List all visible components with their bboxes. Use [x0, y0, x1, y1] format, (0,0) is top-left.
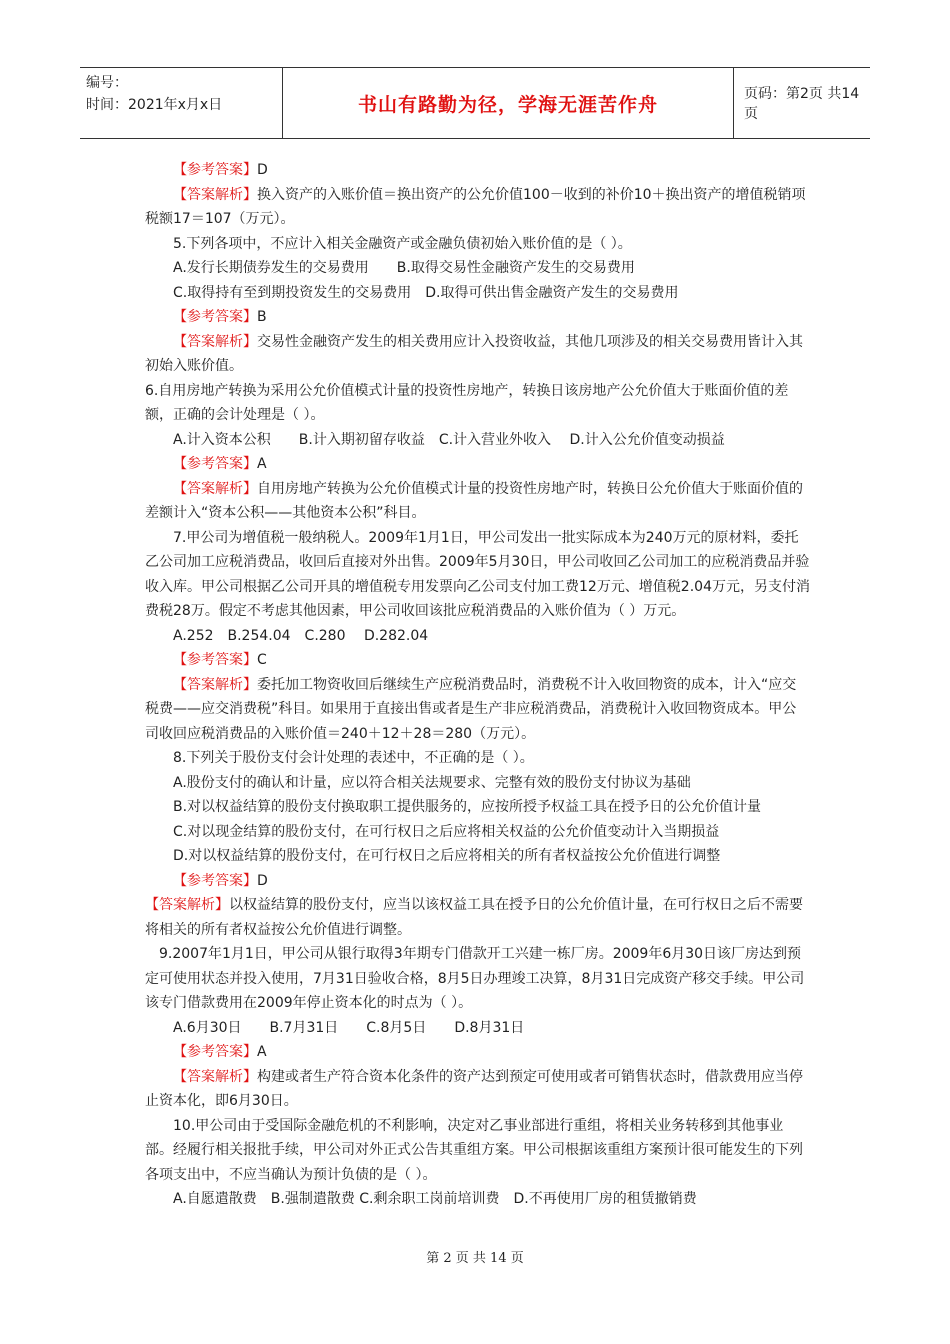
page-header	[80, 67, 870, 139]
analysis-line	[145, 183, 810, 232]
answer-line	[145, 452, 810, 477]
question-line: 6.自用房地产转换为采用公允价值模式计量的投资性房地产，转换日该房地产公允价值大于账面价值的差额，正确的会计处理是（ ）。	[145, 382, 789, 423]
answer-tag: 【参考答案】	[173, 652, 257, 668]
analysis-tag: 【答案解析】	[173, 676, 257, 693]
number-label: 编号：	[86, 75, 128, 91]
analysis-line	[145, 330, 810, 379]
time-label: 时间：2021年x月x日	[86, 97, 223, 113]
option-line: A.252 B.254.04 C.280 D.282.04	[173, 627, 429, 644]
answer-line	[145, 648, 810, 673]
analysis-text: 构建或者生产符合资本化条件的资产达到预定可使用或者可销售状态时，借款费用应当停止资本化，即6月30日。	[145, 1068, 803, 1109]
option-line: D.对以权益结算的股份支付，在可行权日之后应将相关的所有者权益按公允价值进行调整	[173, 848, 721, 864]
analysis-line	[145, 893, 810, 942]
answer-tag: 【参考答案】	[173, 1044, 257, 1060]
option-line: A.6月30日 B.7月31日 C.8月5日 D.8月31日	[173, 1019, 525, 1036]
answer-text: D	[257, 162, 268, 178]
analysis-tag: 【答案解析】	[173, 1068, 257, 1085]
option-line: C.取得持有至到期投资发生的交易费用 D.取得可供出售金融资产发生的交易费用	[173, 284, 679, 301]
answer-text: A	[257, 1044, 267, 1060]
option-line: A.股份支付的确认和计量，应以符合相关法规要求、完整有效的股份支付协议为基础	[173, 774, 691, 791]
question-line: 10.甲公司由于受国际金融危机的不利影响，决定对乙事业部进行重组，将相关业务转移到其他事业部。经履行相关报批手续，甲公司对外正式公告其重组方案。甲公司根据该重组方案预计很可能发生的下列各项支出中，不应当确认为预计负债的是（ ）。	[145, 1117, 803, 1183]
answer-tag: 【参考答案】	[173, 872, 257, 889]
analysis-text: 交易性金融资产发生的相关费用应计入投资收益，其他几项涉及的相关交易费用皆计入其初始入账价值。	[145, 333, 803, 374]
analysis-text: 以权益结算的股份支付，应当以该权益工具在授予日的公允价值计量，在可行权日之后不需要将相关的所有者权益按公允价值进行调整。	[145, 897, 803, 938]
answer-line	[145, 869, 810, 894]
question-line: 8.下列关于股份支付会计处理的表述中，不正确的是（ ）。	[173, 750, 534, 766]
answer-tag: 【参考答案】	[173, 456, 257, 472]
analysis-tag: 【答案解析】	[173, 480, 257, 497]
question-line: 5.下列各项中，不应计入相关金融资产或金融负债初始入账价值的是（ ）。	[173, 235, 632, 252]
document-body	[145, 158, 810, 1212]
analysis-tag: 【答案解析】	[145, 897, 229, 913]
option-line: C.对以现金结算的股份支付，在可行权日之后应将相关权益的公允价值变动计入当期损益	[173, 823, 720, 840]
analysis-text: 自用房地产转换为公允价值模式计量的投资性房地产时，转换日公允价值大于账面价值的差额计入“资本公积——其他资本公积”科目。	[145, 480, 803, 521]
answer-text: C	[257, 652, 267, 668]
analysis-text: 换入资产的入账价值＝换出资产的公允价值100－收到的补价10＋换出资产的增值税销项税额17＝107（万元）。	[145, 186, 806, 227]
option-line: A.发行长期债券发生的交易费用 B.取得交易性金融资产发生的交易费用	[173, 260, 635, 276]
header-meta	[80, 68, 282, 138]
analysis-line	[145, 673, 810, 747]
analysis-tag: 【答案解析】	[173, 186, 257, 203]
option-line: A.自愿遣散费 B.强制遣散费 C.剩余职工岗前培训费 D.不再使用厂房的租赁撤销费	[173, 1191, 697, 1207]
analysis-line	[145, 1065, 810, 1114]
answer-tag: 【参考答案】	[173, 309, 257, 325]
option-line: A.计入资本公积 B.计入期初留存收益 C.计入营业外收入 D.计入公允价值变动损益	[173, 431, 725, 448]
answer-text: D	[257, 872, 268, 889]
question-line: 7.甲公司为增值税一般纳税人。2009年1月1日，甲公司发出一批实际成本为240万元的原材料，委托乙公司加工应税消费品，收回后直接对外出售。2009年5月30日，甲公司收回乙公司加工的应税消费品并验收入库。甲公司根据乙公司开具的增值税专用发票向乙公司支付加工费12万元、增值税2.04万元，另支付消费税28万。假定不考虑其他因素，甲公司收回该批应税消费品的入账价值为（ ）万元。	[145, 529, 810, 619]
motto: 书山有路勤为径，学海无涯苦作舟	[282, 68, 734, 138]
analysis-tag: 【答案解析】	[173, 333, 257, 350]
answer-tag: 【参考答案】	[173, 162, 257, 178]
page-info: 页码：第2页 共14页	[744, 86, 860, 122]
page-footer: 第 2 页 共 14 页	[426, 1251, 524, 1266]
question-line: 9.2007年1月1日，甲公司从银行取得3年期专门借款开工兴建一栋厂房。2009年6月30日该厂房达到预定可使用状态并投入使用，7月31日验收合格，8月5日办理竣工决算，8月31日完成资产移交手续。甲公司该专门借款费用在2009年停止资本化的时点为（ ）。	[145, 946, 805, 1011]
analysis-line	[145, 477, 810, 526]
answer-line	[145, 158, 810, 183]
answer-line	[145, 305, 810, 330]
analysis-text: 委托加工物资收回后继续生产应税消费品时，消费税不计入收回物资的成本，计入“应交税费——应交消费税”科目。如果用于直接出售或者是生产非应税消费品，消费税计入收回物资成本。甲公司收回应税消费品的入账价值＝240＋12＋28＝280（万元）。	[145, 676, 797, 742]
answer-text: A	[257, 456, 267, 472]
answer-text: B	[257, 309, 267, 325]
option-line: B.对以权益结算的股份支付换取职工提供服务的，应按所授予权益工具在授予日的公允价值计量	[173, 799, 762, 815]
answer-line	[145, 1040, 810, 1065]
